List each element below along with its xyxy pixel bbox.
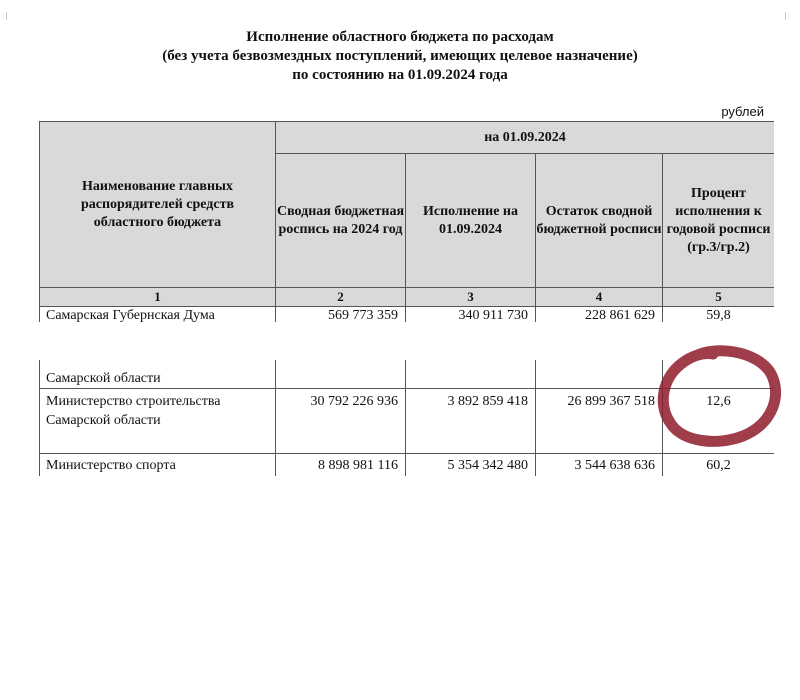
row-exec: 3 892 859 418 (406, 389, 536, 454)
row-rest (536, 360, 663, 389)
header-exec: Исполнение на 01.09.2024 (406, 154, 536, 288)
table-row (40, 307, 775, 323)
page-corner-mark (6, 12, 15, 20)
units-label: рублей (721, 104, 764, 119)
budget-table (39, 121, 774, 322)
header-plan: Сводная бюджетная роспись на 2024 год (276, 154, 406, 288)
row-pct: 12,6 (663, 389, 775, 454)
budget-table-top-fragment (39, 121, 774, 322)
row-exec (406, 360, 536, 389)
col-number: 3 (406, 288, 536, 307)
table-row (40, 454, 775, 477)
header-rest: Остаток сводной бюджетной росписи (536, 154, 663, 288)
title-line-2: (без учета безвозмездных поступлений, имеющих целевое назначение) (162, 48, 638, 64)
title-line-3: по состоянию на 01.09.2024 года (292, 67, 508, 83)
col-number: 1 (40, 288, 276, 307)
col-number: 4 (536, 288, 663, 307)
row-plan: 569 773 359 (276, 307, 406, 323)
row-name: Самарская Губернская Дума (40, 307, 276, 323)
page-corner-mark (777, 12, 786, 20)
header-date: на 01.09.2024 (276, 122, 775, 154)
col-number: 5 (663, 288, 775, 307)
row-rest: 3 544 638 636 (536, 454, 663, 477)
row-rest: 26 899 367 518 (536, 389, 663, 454)
row-name: Министерство строительства Самарской области (40, 389, 276, 454)
row-plan: 30 792 226 936 (276, 389, 406, 454)
document-title (0, 28, 800, 85)
header-pct: Процент исполнения к годовой росписи (гр.3/гр.2) (663, 154, 775, 288)
header-name: Наименование главных распорядителей средств областного бюджета (40, 122, 276, 288)
row-exec: 340 911 730 (406, 307, 536, 323)
row-pct (663, 360, 775, 389)
col-number: 2 (276, 288, 406, 307)
row-name: Самарской области (40, 360, 276, 389)
title-line-1: Исполнение областного бюджета по расходам (246, 29, 554, 45)
table-row (40, 360, 775, 389)
row-plan (276, 360, 406, 389)
budget-table-continued (39, 360, 774, 476)
row-pct: 59,8 (663, 307, 775, 323)
row-plan: 8 898 981 116 (276, 454, 406, 477)
row-pct: 60,2 (663, 454, 775, 477)
row-rest: 228 861 629 (536, 307, 663, 323)
row-exec: 5 354 342 480 (406, 454, 536, 477)
budget-table-bottom-fragment (39, 360, 774, 476)
table-row (40, 389, 775, 454)
row-name: Министерство спорта (40, 454, 276, 477)
